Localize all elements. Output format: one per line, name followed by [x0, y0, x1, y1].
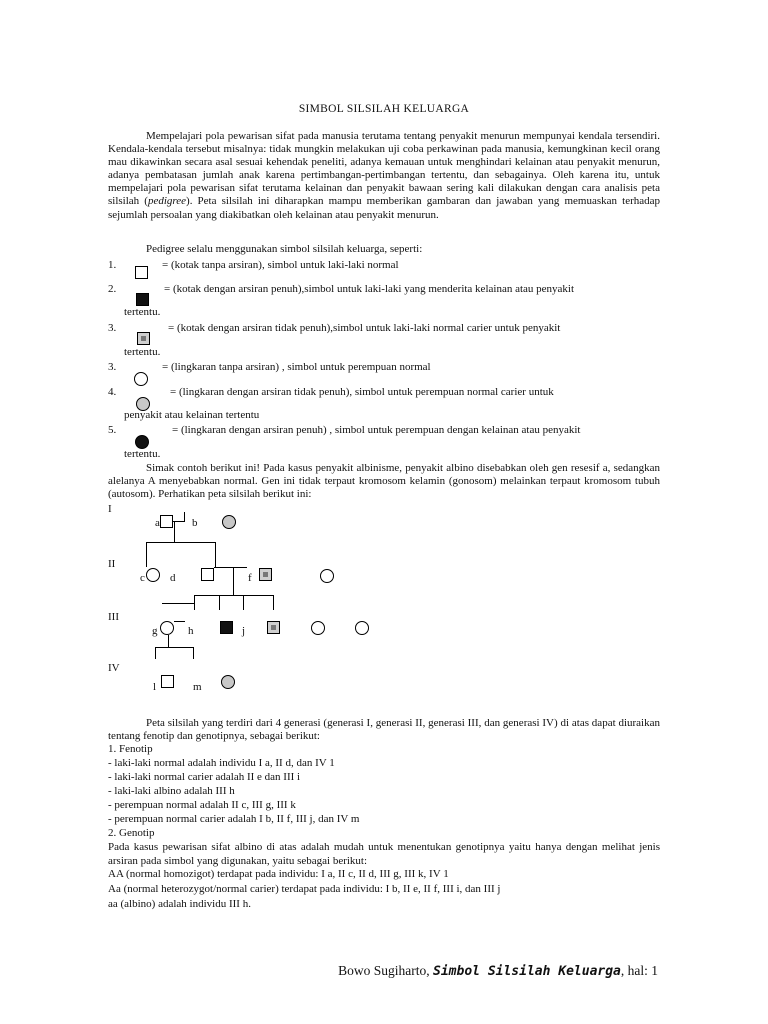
individual-III-h: [220, 621, 233, 634]
example-paragraph: Simak contoh berikut ini! Pada kasus penyakit albinisme, penyakit albino disebabkan oleh gen resesif a, sedangkan alelanya A menyebabkan normal. Gen ini tidak terpaut kromosom kelamin (gonosom) melainkan terpaut kromosom tubuh (autosom). Perhatikan peta silsilah berikut ini:: [108, 462, 660, 501]
fenotip-item: - laki-laki normal carier adalah II e dan III i: [108, 771, 301, 783]
page-title: SIMBOL SILSILAH KELUARGA: [298, 103, 470, 115]
intro-paragraph: Mempelajari pola pewarisan sifat pada manusia terutama tentang penyakit menurun mempunyai kendala tersendiri. Kendala-kendala tersebut misalnya: tidak mungkin melakukan uji coba perkawinan pada manusia, kemungkinan kecil orang mau dikawinkan secara asal sesuai kehendak peneliti, adanya kemauan untuk menghindari kelainan atau penyakit menurun, adanya pembatasan jumlah anak karena pertimbangan-pertimbangan tertentu, dan sebagainya. Oleh karena itu, untuk mempelajari pola pewarisan sifat terutama kelainan dan penyakit bawaan sering kali dilakukan dengan cara analisis peta silsilah (pedigree). Peta silsilah ini diharapkan mampu memberikan gambaran dan jawaban yang memuaskan terhadap sejumlah persoalan yang diakibatkan oleh kelainan atau penyakit menurun.: [108, 130, 660, 221]
sibship-line-II: [146, 542, 216, 543]
footer-author: Bowo Sugiharto,: [338, 963, 434, 978]
label-f: f: [248, 572, 252, 584]
individual-II-e: [201, 568, 214, 581]
male-carrier-symbol: [137, 332, 150, 345]
symbol-cont-6: tertentu.: [124, 448, 161, 460]
symbol-text-2: = (kotak dengan arsiran penuh),simbol untuk laki-laki yang menderita kelainan atau penyakit: [164, 283, 575, 295]
label-m: m: [193, 681, 202, 693]
label-l: l: [153, 681, 157, 693]
individual-II-extra: [320, 569, 334, 583]
pedigree-intro: Pedigree selalu menggunakan simbol silsilah keluarga, seperti:: [146, 243, 423, 255]
individual-III-j: [267, 621, 280, 634]
individual-I-b: [222, 515, 236, 529]
summary-paragraph: Peta silsilah yang terdiri dari 4 generasi (generasi I, generasi II, generasi III, dan generasi IV) di atas dapat diuraikan tentang fenotip dan genotipnya, sebagai berikut:: [108, 717, 660, 743]
sibship-line-IV: [155, 647, 194, 648]
label-g: g: [152, 625, 158, 637]
symbol-cont-5: penyakit atau kelainan tertentu: [124, 409, 260, 421]
male-normal-symbol: [135, 266, 148, 279]
descent-line-I: [174, 522, 175, 542]
male-affected-symbol: [136, 293, 149, 306]
genotip-paragraph: Pada kasus pewarisan sifat albino di atas adalah mudah untuk menentukan genotipnya yaitu hanya dengan melihat jenis arsiran pada simbol yang digunakan, yaitu sebagai berikut:: [108, 841, 660, 867]
fenotip-item: - perempuan normal carier adalah I b, II f, III j, dan IV m: [108, 813, 360, 825]
marriage-line-III: [162, 603, 194, 604]
symbol-cont-3: tertentu.: [124, 346, 161, 358]
symbol-text-3: = (kotak dengan arsiran tidak penuh),simbol untuk laki-laki normal carier untuk penyakit: [168, 322, 561, 334]
symbol-cont-2: tertentu.: [124, 306, 161, 318]
label-c: c: [140, 572, 145, 584]
drop-line-l: [155, 647, 156, 659]
symbol-num-6: 5.: [108, 424, 117, 436]
mating-tick-I: [184, 512, 185, 522]
footer-page: , hal: 1: [620, 963, 658, 978]
symbol-text-5: = (lingkaran dengan arsiran tidak penuh), simbol untuk perempuan normal carier untuk: [170, 386, 554, 398]
symbol-num-4: 3.: [108, 361, 117, 373]
drop-line-c: [146, 542, 147, 567]
symbol-num-5: 4.: [108, 386, 117, 398]
sibship-line-III: [194, 595, 274, 596]
female-affected-symbol: [135, 435, 149, 449]
genotip-item: aa (albino) adalah individu III h.: [108, 898, 251, 910]
genotip-item: Aa (normal heterozygot/normal carier) terdapat pada individu: I b, II e, II f, III i, dan III j: [108, 883, 501, 895]
drop-line-j: [243, 595, 244, 610]
individual-I-a: [160, 515, 173, 528]
genotip-heading: 2. Genotip: [108, 827, 155, 839]
female-normal-symbol: [134, 372, 148, 386]
descent-line-II: [233, 567, 234, 595]
drop-line-e: [215, 542, 216, 568]
symbol-text-1: = (kotak tanpa arsiran), simbol untuk laki-laki normal: [162, 259, 399, 271]
individual-II-f: [259, 568, 272, 581]
individual-IV-l: [161, 675, 174, 688]
individual-III-g: [160, 621, 174, 635]
fenotip-item: - laki-laki albino adalah III h: [108, 785, 235, 797]
generation-label-4: IV: [108, 662, 120, 674]
marriage-tick-III: [174, 621, 185, 622]
footer-doc-title: Simbol Silsilah Keluarga: [433, 964, 621, 979]
label-b: b: [192, 517, 198, 529]
fenotip-item: - perempuan normal adalah II c, III g, III k: [108, 799, 296, 811]
fenotip-heading: 1. Fenotip: [108, 743, 153, 755]
individual-III-k: [311, 621, 325, 635]
symbol-num-1: 1.: [108, 259, 117, 271]
symbol-num-3: 3.: [108, 322, 117, 334]
drop-line-m: [193, 647, 194, 659]
symbol-text-4: = (lingkaran tanpa arsiran) , simbol untuk perempuan normal: [162, 361, 431, 373]
label-j: j: [242, 625, 246, 637]
drop-line-h: [194, 595, 195, 610]
label-h: h: [188, 625, 194, 637]
fenotip-item: - laki-laki normal adalah individu I a, II d, dan IV 1: [108, 757, 335, 769]
generation-label-1: I: [108, 503, 112, 515]
individual-IV-m: [221, 675, 235, 689]
genotip-item: AA (normal homozigot) terdapat pada individu: I a, II c, II d, III g, III k, IV 1: [108, 868, 449, 880]
generation-label-2: II: [108, 558, 116, 570]
drop-line-i: [219, 595, 220, 610]
label-a: a: [155, 517, 160, 529]
descent-line-III: [168, 635, 169, 647]
generation-label-3: III: [108, 611, 119, 623]
page-footer: [338, 963, 658, 979]
marriage-line-II: [214, 567, 247, 568]
drop-line-k: [273, 595, 274, 610]
symbol-text-6: = (lingkaran dengan arsiran penuh) , simbol untuk perempuan dengan kelainan atau penyakit: [172, 424, 581, 436]
individual-II-c: [146, 568, 160, 582]
symbol-num-2: 2.: [108, 283, 117, 295]
label-d: d: [170, 572, 176, 584]
individual-III-extra: [355, 621, 369, 635]
